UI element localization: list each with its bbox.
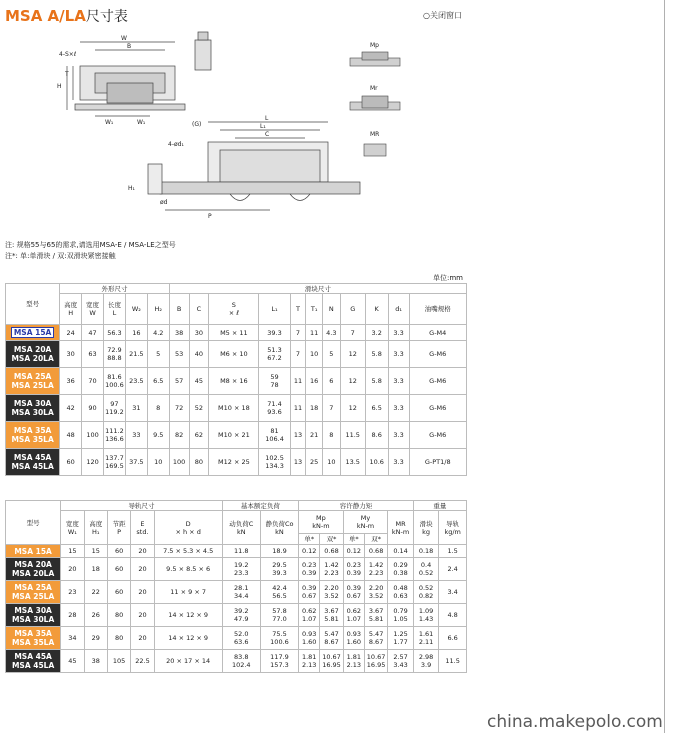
table-cell: 100 bbox=[169, 449, 189, 476]
table-cell: 13 bbox=[290, 449, 306, 476]
table-cell: G-M6 bbox=[409, 422, 467, 449]
watermark: china.makepolo.com bbox=[487, 712, 663, 732]
header-rail: 导轨尺寸 bbox=[61, 501, 222, 511]
table-cell: 20 × 17 × 14 bbox=[154, 650, 222, 673]
table-cell: 19.2 23.3 bbox=[222, 558, 260, 581]
table-cell: 42.4 56.5 bbox=[260, 581, 298, 604]
header-outer: 外形尺寸 bbox=[60, 284, 170, 294]
table-cell: 11 bbox=[290, 368, 306, 395]
table-cell: 20 bbox=[131, 604, 154, 627]
table-cell: 70 bbox=[82, 368, 104, 395]
table-cell: 15 bbox=[84, 545, 107, 558]
table-cell: 20 bbox=[131, 558, 154, 581]
table-cell: 22 bbox=[84, 581, 107, 604]
header-weight: 重量 bbox=[413, 501, 466, 511]
table-cell: 51.3 67.2 bbox=[259, 341, 290, 368]
table-cell: 0.62 1.07 bbox=[343, 604, 364, 627]
block-dimension-table bbox=[5, 283, 467, 476]
table-cell: 13 bbox=[290, 422, 306, 449]
table-cell: 11.8 bbox=[222, 545, 260, 558]
block-side-view-diagram bbox=[120, 112, 370, 222]
table-cell: 10 bbox=[306, 341, 323, 368]
table-cell: 12 bbox=[340, 341, 365, 368]
table-header-row bbox=[6, 511, 467, 534]
table-cell: 100 bbox=[82, 422, 104, 449]
table-cell: 6.6 bbox=[439, 627, 467, 650]
table-cell: 15 bbox=[61, 545, 84, 558]
table-cell: M10 × 18 bbox=[209, 395, 259, 422]
table-cell: 7 bbox=[290, 325, 306, 341]
table-cell: 2.57 3.43 bbox=[388, 650, 414, 673]
table-cell: 5.47 8.67 bbox=[364, 627, 387, 650]
table-cell: 34 bbox=[61, 627, 84, 650]
column-header: 长度 L bbox=[104, 294, 126, 325]
page-title: MSA A/LA尺寸表 bbox=[5, 7, 128, 25]
table-row bbox=[6, 545, 467, 558]
table-cell: 30 bbox=[189, 325, 209, 341]
column-header: MR kN-m bbox=[388, 511, 414, 545]
table-row bbox=[6, 449, 467, 476]
table-cell: 42 bbox=[60, 395, 82, 422]
column-header: K bbox=[365, 294, 388, 325]
column-header: 高度 H bbox=[60, 294, 82, 325]
table-row bbox=[6, 627, 467, 650]
table-cell: 63 bbox=[82, 341, 104, 368]
table-cell: 80 bbox=[189, 449, 209, 476]
table-cell: 39.3 bbox=[259, 325, 290, 341]
table-cell: 10 bbox=[322, 449, 340, 476]
table-cell: 18 bbox=[84, 558, 107, 581]
table-row bbox=[6, 422, 467, 449]
table-cell: 1.09 1.43 bbox=[413, 604, 438, 627]
table-cell: 3.4 bbox=[439, 581, 467, 604]
table-cell: 56.3 bbox=[104, 325, 126, 341]
table-cell: 6 bbox=[322, 368, 340, 395]
table-cell: 5 bbox=[322, 341, 340, 368]
column-header: 高度 H₁ bbox=[84, 511, 107, 545]
column-header: Mp kN-m bbox=[299, 511, 344, 534]
model-link: MSA 15A bbox=[11, 327, 55, 338]
table-cell: 7.5 × 5.3 × 4.5 bbox=[154, 545, 222, 558]
table-cell: 0.62 1.07 bbox=[299, 604, 320, 627]
table-cell: 20 bbox=[131, 581, 154, 604]
table-cell: 47 bbox=[82, 325, 104, 341]
column-header: T bbox=[290, 294, 306, 325]
table-header-row bbox=[6, 284, 467, 294]
table-cell: 7 bbox=[322, 395, 340, 422]
table-cell: 83.8 102.4 bbox=[222, 650, 260, 673]
table-cell: 9.5 × 8.5 × 6 bbox=[154, 558, 222, 581]
table-cell: 7 bbox=[340, 325, 365, 341]
table-header-row bbox=[6, 501, 467, 511]
table-cell: 5 bbox=[147, 341, 169, 368]
table-cell: 48 bbox=[60, 422, 82, 449]
column-header: C bbox=[189, 294, 209, 325]
column-header: B bbox=[169, 294, 189, 325]
table-cell: G-M6 bbox=[409, 368, 467, 395]
table-cell: 3.3 bbox=[388, 368, 409, 395]
table-cell: 0.29 0.38 bbox=[388, 558, 414, 581]
table-cell: 0.14 bbox=[388, 545, 414, 558]
sub-header-double: 双* bbox=[364, 534, 387, 545]
table-cell: 0.93 1.60 bbox=[343, 627, 364, 650]
table-cell: 11 × 9 × 7 bbox=[154, 581, 222, 604]
table-cell: 10.67 16.95 bbox=[320, 650, 343, 673]
table-cell: 10 bbox=[147, 449, 169, 476]
table-cell: 52.0 63.6 bbox=[222, 627, 260, 650]
table-cell: 10.6 bbox=[365, 449, 388, 476]
header-moment: 容许静力矩 bbox=[299, 501, 414, 511]
table-cell: 72.9 88.8 bbox=[104, 341, 126, 368]
model-cell: MSA 30A MSA 30LA bbox=[6, 604, 61, 627]
table-cell: 0.12 bbox=[299, 545, 320, 558]
table-cell: 24 bbox=[60, 325, 82, 341]
table-cell: 5.8 bbox=[365, 341, 388, 368]
table-cell: 102.5 134.3 bbox=[259, 449, 290, 476]
table-cell: 111.2 136.6 bbox=[104, 422, 126, 449]
table-cell: 0.12 bbox=[343, 545, 364, 558]
table-cell: 1.5 bbox=[439, 545, 467, 558]
model-cell: MSA 45A MSA 45LA bbox=[6, 650, 61, 673]
column-header: H₂ bbox=[147, 294, 169, 325]
table-cell: 45 bbox=[189, 368, 209, 395]
model-cell: MSA 25A MSA 25LA bbox=[6, 581, 61, 604]
table-cell: M6 × 10 bbox=[209, 341, 259, 368]
notes: 注: 规格55与65的需求,请选用MSA-E / MSA-LE之型号 注*: 单:单滑块 / 双:双滑块紧密接触 bbox=[5, 241, 176, 260]
label-Mr: Mr bbox=[370, 85, 378, 92]
table-cell: 57.8 77.0 bbox=[260, 604, 298, 627]
table-cell: 14 × 12 × 9 bbox=[154, 627, 222, 650]
table-row bbox=[6, 650, 467, 673]
model-cell: MSA 25A MSA 25LA bbox=[6, 368, 60, 395]
table-cell: 8 bbox=[147, 395, 169, 422]
model-cell: MSA 20A MSA 20LA bbox=[6, 341, 60, 368]
close-window-link[interactable]: ○关闭窗口 bbox=[423, 11, 462, 20]
table-cell: 3.67 5.81 bbox=[364, 604, 387, 627]
table-cell: 117.9 157.3 bbox=[260, 650, 298, 673]
model-cell: MSA 35A MSA 35LA bbox=[6, 627, 61, 650]
table-cell: 3.3 bbox=[388, 395, 409, 422]
table-cell: 28 bbox=[61, 604, 84, 627]
table-cell: 4.2 bbox=[147, 325, 169, 341]
table-cell: 25 bbox=[306, 449, 323, 476]
table-cell: 0.93 1.60 bbox=[299, 627, 320, 650]
right-border bbox=[664, 0, 665, 733]
table-cell: 28.1 34.4 bbox=[222, 581, 260, 604]
table-cell: 1.81 2.13 bbox=[343, 650, 364, 673]
table-cell: 60 bbox=[107, 581, 130, 604]
column-header: 导轨 kg/m bbox=[439, 511, 467, 545]
model-cell: MSA 35A MSA 35LA bbox=[6, 422, 60, 449]
table-cell: 20 bbox=[131, 545, 154, 558]
label-W1b: W₁ bbox=[137, 119, 146, 126]
column-header: 静负荷Co kN bbox=[260, 511, 298, 545]
table-cell: 16 bbox=[125, 325, 147, 341]
table-cell: 0.39 0.67 bbox=[299, 581, 320, 604]
table-cell: 38 bbox=[169, 325, 189, 341]
table-cell: 3.3 bbox=[388, 341, 409, 368]
table-cell: 29 bbox=[84, 627, 107, 650]
column-header: E std. bbox=[131, 511, 154, 545]
table-cell: 12 bbox=[340, 395, 365, 422]
table-cell: 8 bbox=[322, 422, 340, 449]
table-cell: 37.5 bbox=[125, 449, 147, 476]
table-cell: 0.18 bbox=[413, 545, 438, 558]
rail-load-table bbox=[5, 500, 467, 673]
header-load: 基本额定负荷 bbox=[222, 501, 298, 511]
header-model: 型号 bbox=[6, 501, 61, 545]
table-cell: 12 bbox=[340, 368, 365, 395]
table-row bbox=[6, 581, 467, 604]
model-cell[interactable] bbox=[6, 325, 60, 341]
label-Mp: Mp bbox=[370, 42, 379, 49]
table-cell: M8 × 16 bbox=[209, 368, 259, 395]
label-W: W bbox=[121, 35, 127, 42]
label-H1: H₁ bbox=[128, 185, 135, 192]
table-cell: 4.8 bbox=[439, 604, 467, 627]
sub-header-single: 单* bbox=[343, 534, 364, 545]
label-SxL: 4-S×ℓ bbox=[59, 51, 77, 58]
model-cell: MSA 30A MSA 30LA bbox=[6, 395, 60, 422]
table-cell: 13.5 bbox=[340, 449, 365, 476]
column-header: W₂ bbox=[125, 294, 147, 325]
table-cell: 1.42 2.23 bbox=[364, 558, 387, 581]
table-cell: 29.5 39.3 bbox=[260, 558, 298, 581]
table-cell: M10 × 21 bbox=[209, 422, 259, 449]
table-cell: G-PT1/8 bbox=[409, 449, 467, 476]
table-cell: 81.6 100.6 bbox=[104, 368, 126, 395]
table-cell: 21.5 bbox=[125, 341, 147, 368]
table-cell: 0.68 bbox=[320, 545, 343, 558]
column-header: My kN-m bbox=[343, 511, 388, 534]
table-cell: 39.2 47.9 bbox=[222, 604, 260, 627]
table-cell: 10.67 16.95 bbox=[364, 650, 387, 673]
label-W1: W₁ bbox=[105, 119, 114, 126]
table-cell: 7 bbox=[290, 341, 306, 368]
column-header: 节距 P bbox=[107, 511, 130, 545]
table-cell: 31 bbox=[125, 395, 147, 422]
table-cell: 6.5 bbox=[147, 368, 169, 395]
table-row bbox=[6, 368, 467, 395]
table-cell: 23 bbox=[61, 581, 84, 604]
model-cell: MSA 45A MSA 45LA bbox=[6, 449, 60, 476]
table-cell: G-M6 bbox=[409, 341, 467, 368]
table-cell: 57 bbox=[169, 368, 189, 395]
table-cell: 0.68 bbox=[364, 545, 387, 558]
column-header: 动负荷C kN bbox=[222, 511, 260, 545]
table-cell: 8.6 bbox=[365, 422, 388, 449]
label-L1: L₁ bbox=[260, 123, 266, 130]
table-cell: 5.47 8.67 bbox=[320, 627, 343, 650]
table-cell: 5.8 bbox=[365, 368, 388, 395]
table-cell: 11.5 bbox=[439, 650, 467, 673]
column-header: 宽度 W bbox=[82, 294, 104, 325]
table-cell: M5 × 11 bbox=[209, 325, 259, 341]
table-cell: 3.2 bbox=[365, 325, 388, 341]
table-cell: 71.4 93.6 bbox=[259, 395, 290, 422]
table-cell: 60 bbox=[107, 558, 130, 581]
label-T: T bbox=[65, 71, 69, 78]
table-cell: 0.52 0.82 bbox=[413, 581, 438, 604]
column-header: S × ℓ bbox=[209, 294, 259, 325]
table-cell: 23.5 bbox=[125, 368, 147, 395]
table-cell: 1.42 2.23 bbox=[320, 558, 343, 581]
table-cell: 80 bbox=[107, 604, 130, 627]
label-C: C bbox=[265, 131, 270, 138]
table-cell: 21 bbox=[306, 422, 323, 449]
label-d: ød bbox=[160, 199, 168, 206]
table-cell: 75.5 100.6 bbox=[260, 627, 298, 650]
column-header: L₁ bbox=[259, 294, 290, 325]
column-header: 宽度 W₁ bbox=[61, 511, 84, 545]
model-cell: MSA 15A bbox=[6, 545, 61, 558]
table-cell: 20 bbox=[61, 558, 84, 581]
table-cell: 120 bbox=[82, 449, 104, 476]
label-G: (G) bbox=[192, 121, 202, 128]
table-row bbox=[6, 395, 467, 422]
table-cell: 105 bbox=[107, 650, 130, 673]
table-cell: 1.81 2.13 bbox=[299, 650, 320, 673]
table-cell: 2.98 3.9 bbox=[413, 650, 438, 673]
table-cell: G-M4 bbox=[409, 325, 467, 341]
header-block: 滑块尺寸 bbox=[169, 284, 466, 294]
table-cell: 60 bbox=[107, 545, 130, 558]
table-cell: 0.79 1.05 bbox=[388, 604, 414, 627]
column-header: 滑块 kg bbox=[413, 511, 438, 545]
column-header: d₁ bbox=[388, 294, 409, 325]
table-cell: 60 bbox=[60, 449, 82, 476]
label-MR: MR bbox=[370, 131, 380, 138]
table-cell: 1.61 2.11 bbox=[413, 627, 438, 650]
table-cell: 11 bbox=[290, 395, 306, 422]
table-row bbox=[6, 558, 467, 581]
column-header: D × h × d bbox=[154, 511, 222, 545]
table-cell: 53 bbox=[169, 341, 189, 368]
table-cell: 59 78 bbox=[259, 368, 290, 395]
table-cell: 30 bbox=[60, 341, 82, 368]
table-cell: 38 bbox=[84, 650, 107, 673]
table-cell: M12 × 25 bbox=[209, 449, 259, 476]
model-cell: MSA 20A MSA 20LA bbox=[6, 558, 61, 581]
table-cell: 26 bbox=[84, 604, 107, 627]
table-cell: 97 119.2 bbox=[104, 395, 126, 422]
table-cell: 62 bbox=[189, 422, 209, 449]
column-header: 油嘴规格 bbox=[409, 294, 467, 325]
table-cell: 0.39 0.67 bbox=[343, 581, 364, 604]
table-cell: 11 bbox=[306, 325, 323, 341]
table-cell: 18 bbox=[306, 395, 323, 422]
table-cell: 52 bbox=[189, 395, 209, 422]
table-cell: 18.9 bbox=[260, 545, 298, 558]
label-L: L bbox=[265, 115, 269, 122]
table-cell: 0.23 0.39 bbox=[343, 558, 364, 581]
column-header: G bbox=[340, 294, 365, 325]
table-cell: 72 bbox=[169, 395, 189, 422]
table-cell: 11.5 bbox=[340, 422, 365, 449]
table-cell: 3.3 bbox=[388, 422, 409, 449]
table-cell: 0.4 0.52 bbox=[413, 558, 438, 581]
table-cell: G-M6 bbox=[409, 395, 467, 422]
header-model: 型号 bbox=[6, 284, 60, 325]
label-d1: 4-ød₁ bbox=[168, 141, 184, 148]
table-cell: 82 bbox=[169, 422, 189, 449]
label-H: H bbox=[57, 83, 62, 90]
table-row bbox=[6, 341, 467, 368]
table-cell: 2.4 bbox=[439, 558, 467, 581]
sub-header-double: 双* bbox=[320, 534, 343, 545]
table-cell: 137.7 169.5 bbox=[104, 449, 126, 476]
column-header: N bbox=[322, 294, 340, 325]
label-P: P bbox=[208, 213, 212, 220]
table-cell: 1.25 1.77 bbox=[388, 627, 414, 650]
table-cell: 33 bbox=[125, 422, 147, 449]
table-cell: 16 bbox=[306, 368, 323, 395]
table-cell: 0.23 0.39 bbox=[299, 558, 320, 581]
table-cell: 3.3 bbox=[388, 449, 409, 476]
table-cell: 2.20 3.52 bbox=[364, 581, 387, 604]
table-cell: 3.3 bbox=[388, 325, 409, 341]
table-cell: 80 bbox=[107, 627, 130, 650]
table-cell: 81 106.4 bbox=[259, 422, 290, 449]
table-row bbox=[6, 325, 467, 341]
table-cell: 45 bbox=[61, 650, 84, 673]
table-cell: 22.5 bbox=[131, 650, 154, 673]
table-row bbox=[6, 604, 467, 627]
table-cell: 0.48 0.63 bbox=[388, 581, 414, 604]
table-cell: 3.67 5.81 bbox=[320, 604, 343, 627]
sub-header-single: 单* bbox=[299, 534, 320, 545]
table-cell: 6.5 bbox=[365, 395, 388, 422]
label-B: B bbox=[127, 43, 132, 50]
table-header-row bbox=[6, 294, 467, 325]
table-cell: 4.3 bbox=[322, 325, 340, 341]
table-cell: 40 bbox=[189, 341, 209, 368]
table-cell: 14 × 12 × 9 bbox=[154, 604, 222, 627]
table-cell: 36 bbox=[60, 368, 82, 395]
table-cell: 90 bbox=[82, 395, 104, 422]
moment-diagrams bbox=[340, 40, 410, 165]
table-cell: 20 bbox=[131, 627, 154, 650]
table-cell: 9.5 bbox=[147, 422, 169, 449]
table-cell: 2.20 3.52 bbox=[320, 581, 343, 604]
unit-label: 单位:mm bbox=[433, 274, 463, 282]
column-header: T₁ bbox=[306, 294, 323, 325]
